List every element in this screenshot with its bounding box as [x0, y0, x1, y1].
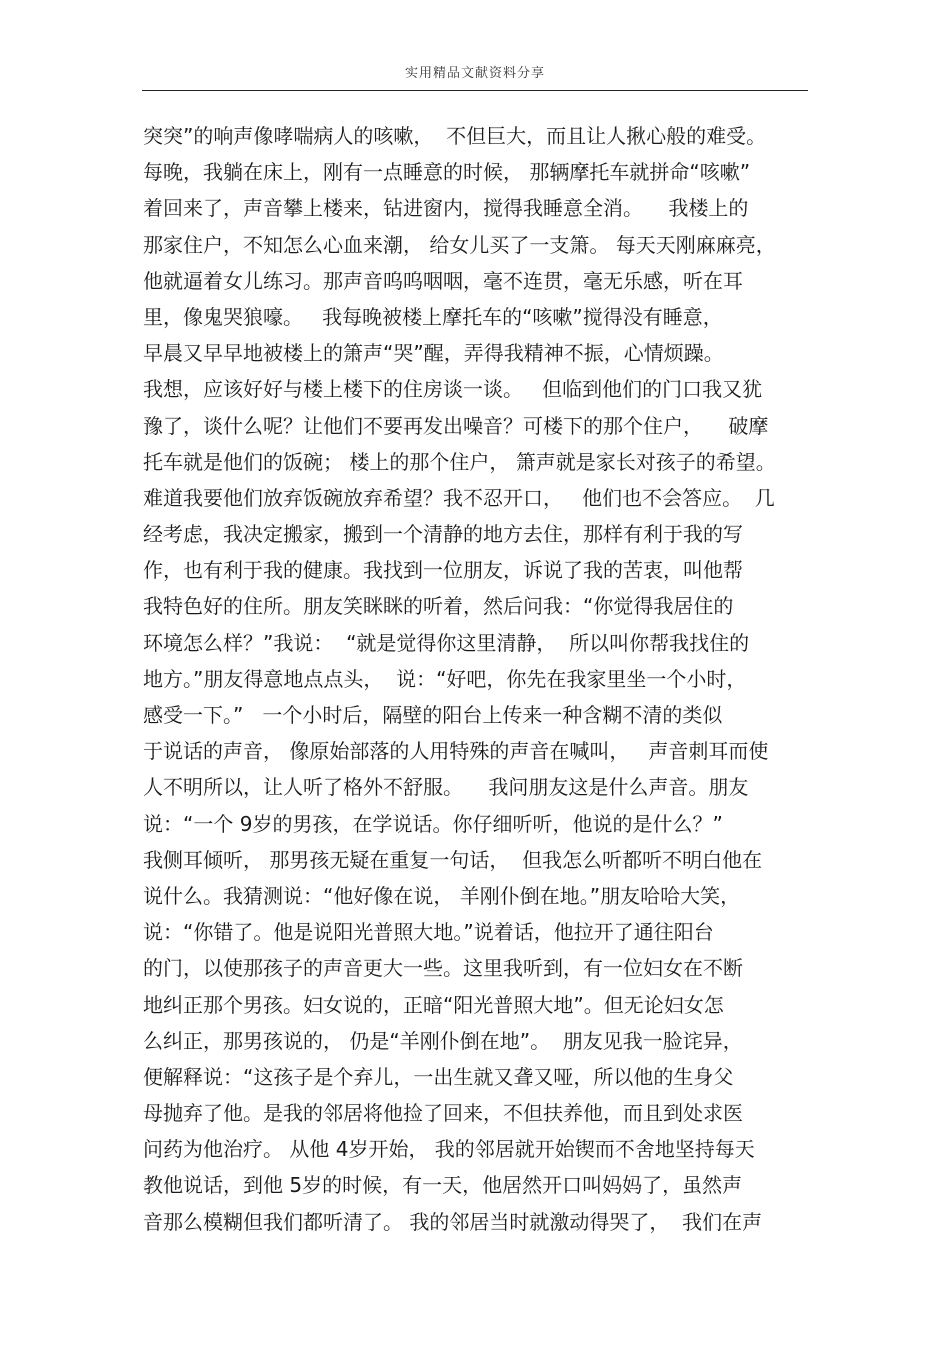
text-line: 教他说话，到他 5岁的时候，有一天，他居然开口叫妈妈了，虽然声 [143, 1173, 743, 1198]
text-line: 里，像鬼哭狼嚎。 我每晚被楼上摩托车的“咳嗽”搅得没有睡意， [143, 304, 723, 329]
text-line: 我侧耳倾听， 那男孩无疑在重复一句话， 但我怎么听都听不明白他在 [143, 847, 763, 872]
text-line: 着回来了，声音攀上楼来，钻进窗内，搅得我睡意全消。 我楼上的 [143, 196, 749, 221]
text-line: 的门，以使那孩子的声音更大一些。这里我听到，有一位妇女在不断 [143, 956, 743, 981]
text-line: 早晨又早早地被楼上的箫声“哭”醒，弄得我精神不振，心情烦躁。 [143, 341, 724, 366]
text-line: 问药为他治疗。 从他 4岁开始， 我的邻居就开始锲而不舍地坚持每天 [143, 1137, 755, 1162]
text-line: 经考虑，我决定搬家，搬到一个清静的地方去住，那样有利于我的写 [143, 522, 743, 547]
text-line: 音那么模糊但我们都听清了。 我的邻居当时就激动得哭了， 我们在声 [143, 1209, 763, 1234]
text-line: 说什么。我猜测说：“他好像在说， 羊刚仆倒在地。”朋友哈哈大笑， [143, 883, 741, 908]
text-line: 突突”的响声像哮喘病人的咳嗽， 不但巨大，而且让人揪心般的难受。 [143, 124, 767, 148]
text-line: 说：“你错了。他是说阳光普照大地。”说着话，他拉开了通往阳台 [143, 920, 714, 945]
text-line: 地纠正那个男孩。妇女说的，正暗“阳光普照大地”。但无论妇女怎 [143, 992, 724, 1017]
text-line: 作，也有利于我的健康。我找到一位朋友，诉说了我的苦衷，叫他帮 [143, 558, 743, 583]
text-line: 于说话的声音， 像原始部落的人用特殊的声音在喊叫， 声音刺耳而使 [143, 739, 769, 764]
header-divider [142, 90, 808, 91]
text-line: 那家住户，不知怎么心血来潮， 给女儿买了一支箫。 每天天刚麻麻亮， [143, 232, 776, 257]
text-line: 环境怎么样？”我说： “就是觉得你这里清静， 所以叫你帮我找住的 [143, 630, 750, 655]
text-line: 我想，应该好好与楼上楼下的住房谈一谈。 但临到他们的门口我又犹 [143, 377, 763, 402]
text-line: 托车就是他们的饭碗； 楼上的那个住户， 箫声就是家长对孩子的希望。 [143, 449, 776, 474]
text-line: 他就逼着女儿练习。那声音呜呜咽咽，毫不连贯，毫无乐感，听在耳 [143, 268, 743, 293]
text-line: 我特色好的住所。朋友笑眯眯的听着，然后问我：“你觉得我居住的 [143, 594, 734, 619]
body-text [143, 118, 823, 1240]
text-line: 每晚，我躺在床上，刚有一点睡意的时候， 那辆摩托车就拼命“咳嗽” [143, 160, 751, 185]
text-line: 难道我要他们放弃饭碗放弃希望？我不忍开口， 他们也不会答应。 几 [143, 485, 775, 510]
text-line: 便解释说：“这孩子是个弃儿，一出生就又聋又哑，所以他的生身父 [143, 1064, 734, 1089]
text-line: 豫了，谈什么呢？让他们不要再发出噪音？可楼下的那个住户， 破摩 [143, 413, 769, 438]
page-header: 实用精品文献资料分享 [404, 66, 545, 81]
text-line: 人不明所以，让人听了格外不舒服。 我问朋友这是什么声音。朋友 [143, 775, 749, 800]
text-line: 么纠正，那男孩说的， 仍是“羊刚仆倒在地”。 朋友见我一脸诧异， [143, 1028, 743, 1053]
text-line: 感受一下。” 一个小时后，隔壁的阳台上传来一种含糊不清的类似 [143, 703, 723, 727]
text-line: 地方。”朋友得意地点点头， 说：“好吧，你先在我家里坐一个小时， [143, 666, 747, 691]
text-line: 母抛弃了他。是我的邻居将他捡了回来，不但扶养他，而且到处求医 [143, 1101, 743, 1126]
text-line: 说：“一个 9岁的男孩，在学说话。你仔细听听，他说的是什么？” [143, 811, 723, 836]
